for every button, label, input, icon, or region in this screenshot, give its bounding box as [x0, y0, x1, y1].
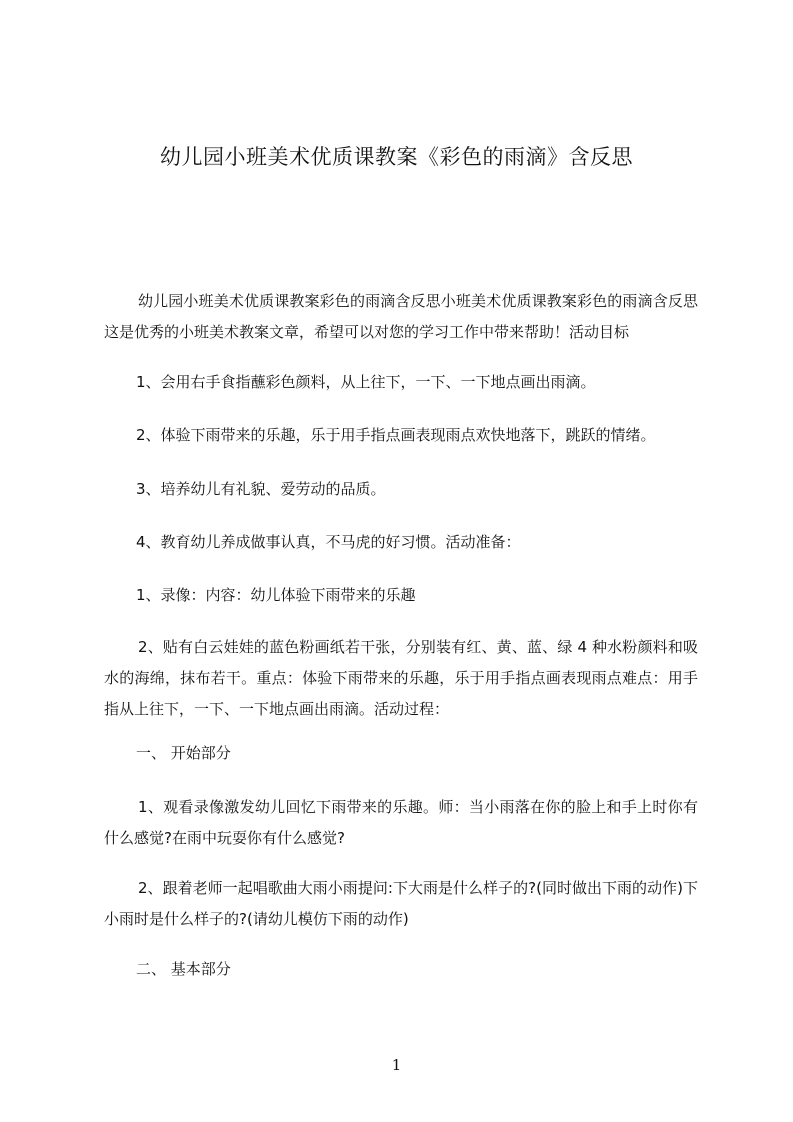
prep-2: 2、贴有白云娃娃的蓝色粉画纸若干张，分别装有红、黄、蓝、绿 4 种水粉颜料和吸水的海绵，抹布若干。重点：体验下雨带来的乐趣，乐于用手指点画表现雨点难点：用手指从上往下，一下、一下地点画出雨滴。活动过程： [104, 638, 698, 718]
prep-1: 1、录像：内容：幼儿体验下雨带来的乐趣 [136, 586, 416, 604]
document-title: 幼儿园小班美术优质课教案《彩色的雨滴》含反思 [160, 145, 633, 169]
goal-3: 3、培养幼儿有礼貌、爱劳动的品质。 [136, 480, 386, 498]
goal-1: 1、会用右手食指蘸彩色颜料，从上往下，一下、一下地点画出雨滴。 [136, 373, 596, 391]
intro-paragraph: 幼儿园小班美术优质课教案彩色的雨滴含反思小班美术优质课教案彩色的雨滴含反思这是优秀的小班美术教案文章，希望可以对您的学习工作中带来帮助！活动目标 [104, 292, 698, 341]
section-heading-start: 一、 开始部分 [136, 744, 231, 762]
process-1: 1、观看录像激发幼儿回忆下雨带来的乐趣。师：当小雨落在你的脸上和手上时你有什么感觉?在雨中玩耍你有什么感觉? [104, 798, 698, 847]
page-number: 1 [391, 1056, 402, 1074]
process-2: 2、跟着老师一起唱歌曲大雨小雨提问:下大雨是什么样子的?(同时做出下雨的动作)下小雨时是什么样子的?(请幼儿模仿下雨的动作) [104, 879, 698, 928]
goal-4: 4、教育幼儿养成做事认真，不马虎的好习惯。活动准备： [136, 533, 521, 551]
goal-2: 2、体验下雨带来的乐趣，乐于用手指点画表现雨点欢快地落下，跳跃的情绪。 [136, 426, 656, 444]
section-heading-basic: 二、 基本部分 [136, 960, 231, 978]
